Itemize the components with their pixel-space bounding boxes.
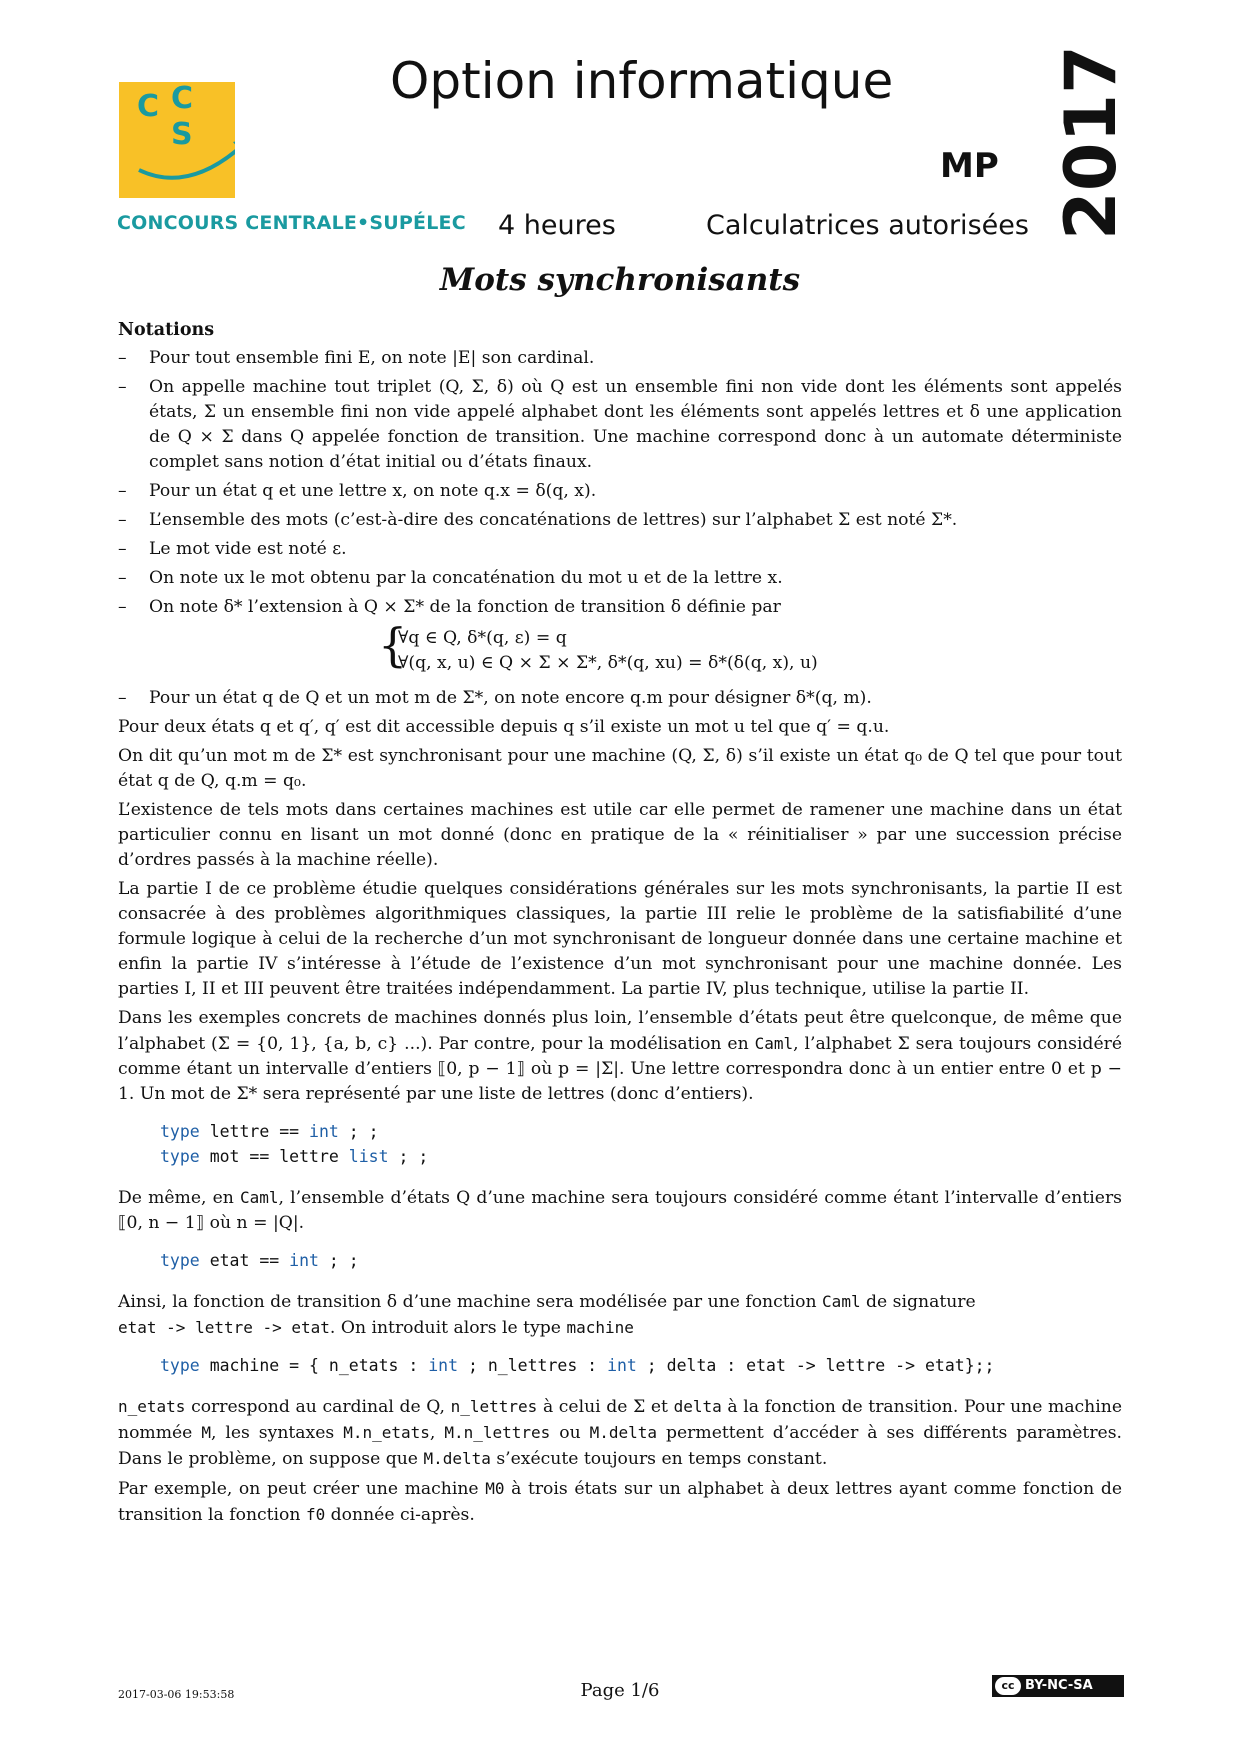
text-run: Dans les exemples concrets de machines donnés plus loin, l’ensemble d’états peut être quelconque, de même que l’alphabet (Σ = {0, 1}, {a, b, c} ...). Par contre, pour la modélisation en <box>118 1008 1122 1054</box>
code-block-types <box>160 1119 1122 1169</box>
svg-text:C: C <box>137 89 160 124</box>
code-keyword: type <box>160 1147 200 1166</box>
text-run: Ainsi, la fonction de transition δ d’une machine sera modélisée par une fonction <box>118 1292 823 1312</box>
inline-code: M.n_lettres <box>444 1423 551 1442</box>
inline-code: M.delta <box>589 1423 658 1442</box>
inline-code: M0 <box>485 1479 505 1498</box>
code-text: etat == <box>209 1251 290 1270</box>
paragraph-ainsi <box>118 1289 1122 1341</box>
notation-item: – On appelle machine tout triplet (Q, Σ, δ) où Q est un ensemble fini non vide dont les éléments sont appelés états, Σ un ensemble fini non vide appelé alphabet dont les éléments sont appelés lettres et δ une application de Q × Σ dans Q appelée fonction de transition. Une machine correspond donc à un automate déterministe complet sans notion d’état initial ou d’états finaux. <box>118 375 1122 475</box>
inline-code: Caml <box>822 1292 861 1311</box>
inline-code: machine <box>566 1318 634 1337</box>
logo-caption: CONCOURS CENTRALE•SUPÉLEC <box>117 212 466 234</box>
inline-code: n_etats <box>118 1397 186 1416</box>
inline-code: M.delta <box>423 1449 491 1468</box>
notation-item: – Le mot vide est noté ε. <box>118 537 1122 562</box>
text-run: De même, en <box>118 1188 241 1208</box>
text-run: , l’alphabet Σ sera toujours considéré comme étant un intervalle d’entiers ⟦0, p − 1⟧ où p = |Σ|. Une lettre correspondra donc à un entier entre 0 et p − 1. Un mot de Σ* sera représenté par une liste de lettres (donc d’entiers). <box>118 1034 1122 1104</box>
section-label: MP <box>940 146 999 186</box>
code-block-machine <box>160 1353 1122 1378</box>
inline-code: M.n_etats <box>343 1423 430 1442</box>
text-run: s’exécute toujours en temps constant. <box>490 1449 828 1469</box>
code-keyword: int <box>309 1122 339 1141</box>
code-keyword: list <box>348 1147 389 1166</box>
text-run: à celui de Σ et <box>537 1397 674 1417</box>
text-run: à trois états sur un alphabet à deux lettres ayant comme fonction de transition la fonction <box>118 1479 1122 1525</box>
text-run: donnée ci-après. <box>325 1505 475 1525</box>
page-number: Page 1/6 <box>580 1680 660 1701</box>
code-keyword: int <box>289 1251 319 1270</box>
code-text: ; ; <box>338 1122 379 1141</box>
code-keyword: type <box>160 1251 200 1270</box>
cc-license-badge <box>992 1675 1124 1697</box>
paragraph-champs: n_etats correspond au cardinal de Q, n_lettres à celui de Σ et delta à la fonction de transition. Pour une machine nommée M, les syntaxes M.n_etats, M.n_lettres ou M.delta permettent d’accéder à ses différents paramètres. Dans le problème, on suppose que M.delta s’exécute toujours en temps constant. <box>118 1397 1122 1469</box>
code-text: machine = { n_etats : <box>209 1356 429 1375</box>
notations-list-end <box>118 686 1122 711</box>
svg-text:S: S <box>171 117 193 152</box>
notation-item: – On note ux le mot obtenu par la concaténation du mot u et de la lettre x. <box>118 566 1122 591</box>
code-text: lettre == <box>209 1122 310 1141</box>
code-text: ; ; <box>388 1147 429 1166</box>
text-run: , l’ensemble d’états Q d’une machine sera toujours considéré comme étant l’intervalle d’entiers ⟦0, n − 1⟧ où n = |Q|. <box>118 1188 1122 1233</box>
problem-title: Mots synchronisants <box>439 262 801 298</box>
text-run: ou <box>550 1423 590 1443</box>
notation-item: – Pour tout ensemble fini E, on note |E| son cardinal. <box>118 346 1122 371</box>
text-run: permettent d’accéder à ses différents paramètres. Dans le problème, on suppose que <box>118 1423 1122 1469</box>
paragraph-existence: L’existence de tels mots dans certaines machines est utile car elle permet de ramener une machine dans un état particulier connu en lisant un mot donné (donc en pratique de la « réinitialiser » par une succession précise d’ordres passés à la machine réelle). <box>118 800 1122 870</box>
notations-list <box>118 346 1122 620</box>
notation-item: – Pour un état q et une lettre x, on note q.x = δ(q, x). <box>118 479 1122 504</box>
text-run: Par exemple, on peut créer une machine <box>118 1479 486 1499</box>
exam-year: 2017 <box>1050 45 1132 240</box>
paragraph-accessible: Pour deux états q et q′, q′ est dit accessible depuis q s’il existe un mot u tel que q′ = q.u. <box>118 717 890 737</box>
notation-item: – On note δ* l’extension à Q × Σ* de la fonction de transition δ définie par <box>118 595 1122 620</box>
left-brace-icon: { <box>378 618 408 672</box>
code-text: ; ; <box>318 1251 359 1270</box>
text-run: correspond au cardinal de Q, <box>185 1397 451 1417</box>
ccs-logo-icon <box>119 82 235 198</box>
creative-commons-icon: cc <box>995 1677 1021 1695</box>
formula-line: ∀(q, x, u) ∈ Q × Σ × Σ*, δ*(q, xu) = δ*(δ(q, x), u) <box>398 653 818 673</box>
logo-square <box>119 82 235 198</box>
text-run: , les syntaxes <box>210 1423 344 1443</box>
inline-code: delta <box>673 1397 722 1416</box>
code-block-etat <box>160 1248 1122 1273</box>
inline-code: Caml <box>754 1034 794 1053</box>
text-run: à la fonction de transition. Pour une machine nommée <box>118 1397 1122 1443</box>
code-keyword: type <box>160 1356 200 1375</box>
exam-duration: 4 heures <box>498 210 616 241</box>
inline-code: M <box>201 1423 211 1442</box>
text-run: . On introduit alors le type <box>329 1318 567 1338</box>
code-keyword: type <box>160 1122 200 1141</box>
inline-code: etat -> lettre -> etat <box>118 1318 330 1337</box>
paragraph-exemples <box>118 1006 1122 1107</box>
inline-code: n_lettres <box>450 1397 538 1416</box>
inline-code: Caml <box>240 1188 279 1207</box>
inline-code: f0 <box>305 1505 326 1524</box>
delta-star-definition <box>378 618 1122 676</box>
svg-text:C: C <box>171 82 194 116</box>
notations-heading: Notations <box>118 320 215 340</box>
code-text: ; n_lettres : <box>458 1356 608 1375</box>
license-label: BY-NC-SA <box>1025 1678 1093 1693</box>
calculator-policy: Calculatrices autorisées <box>706 210 1029 241</box>
code-text: ; delta : etat -> lettre -> etat};; <box>636 1356 995 1375</box>
footer-timestamp: 2017-03-06 19:53:58 <box>118 1688 235 1701</box>
notation-item: – L’ensemble des mots (c’est-à-dire des concaténations de lettres) sur l’alphabet Σ est noté Σ*. <box>118 508 1122 533</box>
code-keyword: int <box>607 1356 637 1375</box>
page-title: Option informatique <box>390 52 894 110</box>
paragraph-parties: La partie I de ce problème étudie quelques considérations générales sur les mots synchronisants, la partie II est consacrée à des problèmes algorithmiques classiques, la partie III relie le problème de la satisfiabilité d’une formule logique à celui de la recherche d’un mot synchronisant de longueur donnée dans une certaine machine et enfin la partie IV s’intéresse à l’étude de l’existence d’un mot synchronisant pour une machine donnée. Les parties I, II et III peuvent être traitées indépendamment. La partie IV, plus technique, utilise la partie II. <box>118 879 1122 999</box>
formula-line: ∀q ∈ Q, δ*(q, ε) = q <box>398 628 567 648</box>
code-keyword: int <box>428 1356 459 1375</box>
code-text: mot == lettre <box>209 1147 349 1166</box>
text-run: de signature <box>860 1292 976 1312</box>
notation-item: – Pour un état q de Q et un mot m de Σ*, on note encore q.m pour désigner δ*(q, m). <box>118 686 1122 711</box>
paragraph-synchronisant: On dit qu’un mot m de Σ* est synchronisant pour une machine (Q, Σ, δ) s’il existe un état q₀ de Q tel que pour tout état q de Q, q.m = q₀. <box>118 746 1122 791</box>
paragraph-etats <box>118 1185 1122 1236</box>
document-body <box>118 318 1122 1532</box>
paragraph-exemple-m0 <box>118 1476 1122 1528</box>
